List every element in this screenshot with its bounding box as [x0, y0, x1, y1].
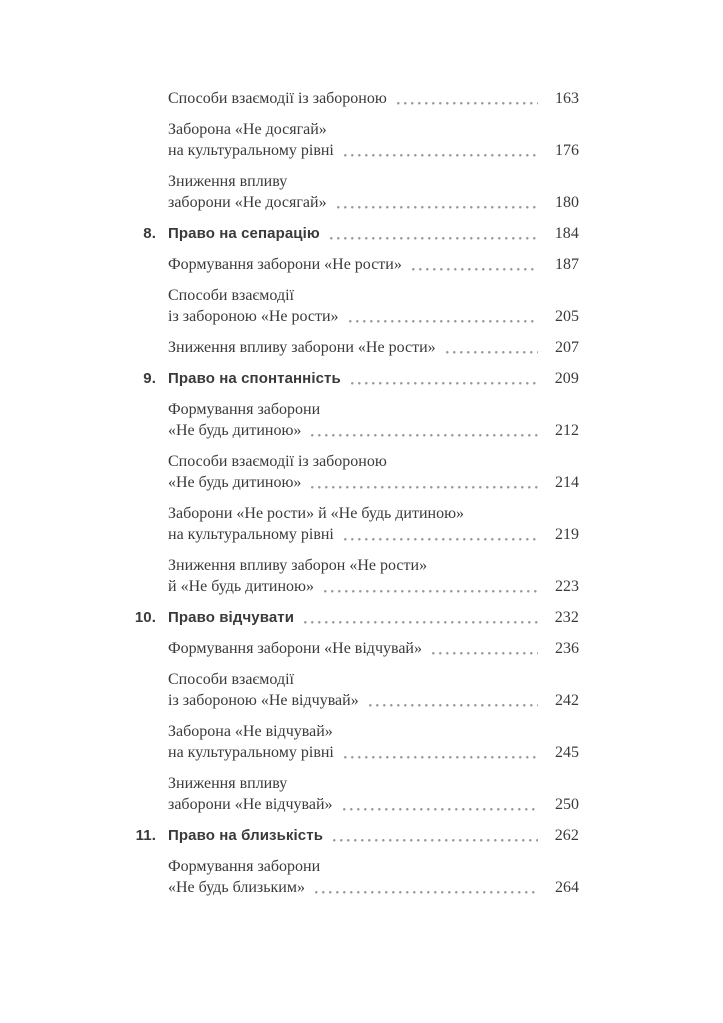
toc-entry-lines: [168, 856, 579, 898]
chapter-number: 8.: [143, 225, 156, 242]
dotted-leader: [334, 524, 547, 545]
page-number: 205: [555, 308, 579, 325]
page-number: 232: [554, 609, 579, 626]
dotted-leader: [333, 794, 547, 815]
toc-entry: [135, 825, 579, 846]
toc-entry-title: на культуральному рівні: [168, 142, 334, 159]
page-number: 187: [555, 256, 579, 273]
toc-entry-line: Заборони «Не рости» й «Не будь дитиною»: [168, 505, 465, 522]
toc-entry: [168, 285, 579, 327]
toc-entry-lines: [168, 171, 579, 213]
toc-entry: [168, 503, 579, 545]
toc-entry: [168, 555, 579, 597]
dotted-leader: [334, 742, 547, 763]
toc-entry: [168, 254, 579, 275]
page-number: 245: [555, 744, 579, 761]
toc-entry-title: із забороною «Не відчувай»: [168, 692, 359, 709]
page-number: 236: [555, 640, 579, 657]
toc-entry-line: Способи взаємодії: [168, 287, 294, 304]
toc-entry-title: «Не будь дитиною»: [168, 422, 302, 439]
toc-entry-lines: [168, 669, 579, 711]
toc-entry-title: «Не будь близьким»: [168, 879, 305, 896]
page-number: 207: [555, 339, 579, 356]
toc-entry-last-line: [168, 742, 579, 763]
toc-entry-last-line: [168, 192, 579, 213]
toc-entry-line: Способи взаємодії: [168, 671, 294, 688]
table-of-contents: [134, 88, 579, 908]
page-number: 209: [554, 370, 579, 387]
page-number: 176: [555, 142, 579, 159]
page-number: 223: [555, 578, 579, 595]
dotted-leader: [327, 192, 547, 213]
toc-entry-title: на культуральному рівні: [168, 744, 334, 761]
toc-entry-title: на культуральному рівні: [168, 526, 334, 543]
toc-entry-line: Заборона «Не досягай»: [168, 121, 327, 138]
toc-entry-lines: [168, 223, 579, 244]
dotted-leader: [402, 254, 547, 275]
toc-entry-lines: [168, 825, 579, 846]
toc-entry-lines: [168, 721, 579, 763]
toc-entry-line: Зниження впливу: [168, 775, 288, 792]
toc-entry-last-line: [168, 337, 579, 358]
toc-entry-lines: [168, 285, 579, 327]
toc-entry-title: Право на спонтанність: [168, 370, 341, 387]
toc-entry-lines: [168, 503, 579, 545]
toc-entry-lines: [168, 607, 579, 628]
chapter-number: 11.: [135, 827, 156, 844]
toc-entry-lines: [168, 254, 579, 275]
toc-entry: [168, 856, 579, 898]
toc-entry-last-line: [168, 638, 579, 659]
toc-entry: [168, 337, 579, 358]
dotted-leader: [305, 877, 547, 898]
toc-entry-title: із забороною «Не рости»: [168, 308, 339, 325]
toc-entry-title: Право на близькість: [168, 827, 324, 844]
toc-entry-lines: [168, 773, 579, 815]
dotted-leader: [339, 306, 547, 327]
toc-entry-last-line: [168, 88, 579, 109]
toc-entry-last-line: [168, 690, 579, 711]
toc-entry-lines: [168, 88, 579, 109]
toc-entry-last-line: [168, 140, 579, 161]
dotted-leader: [436, 337, 547, 358]
toc-entry-line: Заборона «Не відчувай»: [168, 723, 333, 740]
page-number: 242: [555, 692, 579, 709]
toc-entry-title: Формування заборони «Не відчувай»: [168, 640, 422, 657]
dotted-leader: [320, 223, 547, 244]
toc-entry: [168, 451, 579, 493]
toc-entry-line: Формування заборони: [168, 401, 321, 418]
toc-entry: [168, 171, 579, 213]
toc-entry: [168, 399, 579, 441]
toc-entry-title: й «Не будь дитиною»: [168, 578, 314, 595]
toc-entry-last-line: [168, 368, 579, 389]
page-number: 180: [555, 194, 579, 211]
page-number: 264: [555, 879, 579, 896]
toc-entry-line: Зниження впливу заборон «Не рости»: [168, 557, 428, 574]
toc-entry-lines: [168, 451, 579, 493]
dotted-leader: [301, 472, 547, 493]
page-number: 219: [555, 526, 579, 543]
toc-entry-title: заборони «Не відчувай»: [168, 796, 333, 813]
toc-entry-last-line: [168, 420, 579, 441]
toc-entry-line: Способи взаємодії із забороною: [168, 453, 387, 470]
toc-entry-last-line: [168, 524, 579, 545]
toc-entry-last-line: [168, 607, 579, 628]
toc-entry-last-line: [168, 576, 579, 597]
toc-entry-title: Формування заборони «Не рости»: [168, 256, 402, 273]
chapter-number: 10.: [134, 609, 156, 626]
toc-entry-title: Зниження впливу заборони «Не рости»: [168, 339, 436, 356]
toc-entry-lines: [168, 399, 579, 441]
page-number: 212: [555, 422, 579, 439]
toc-entry-last-line: [168, 254, 579, 275]
toc-entry-title: заборони «Не досягай»: [168, 194, 327, 211]
toc-entry: [168, 721, 579, 763]
toc-entry: [168, 638, 579, 659]
dotted-leader: [334, 140, 547, 161]
dotted-leader: [341, 368, 547, 389]
toc-entry: [143, 368, 579, 389]
dotted-leader: [422, 638, 547, 659]
toc-entry: [143, 223, 579, 244]
toc-entry: [134, 607, 579, 628]
toc-entry-line: Зниження впливу: [168, 173, 288, 190]
page-number: 163: [555, 90, 579, 107]
dotted-leader: [301, 420, 547, 441]
dotted-leader: [314, 576, 547, 597]
toc-entry-last-line: [168, 306, 579, 327]
toc-entry-title: Право відчувати: [168, 609, 295, 626]
chapter-number: 9.: [143, 370, 156, 387]
toc-entry-title: «Не будь дитиною»: [168, 474, 302, 491]
toc-entry-last-line: [168, 472, 579, 493]
dotted-leader: [387, 88, 547, 109]
toc-entry-lines: [168, 555, 579, 597]
toc-entry-line: Формування заборони: [168, 858, 321, 875]
toc-entry-lines: [168, 368, 579, 389]
toc-entry-lines: [168, 337, 579, 358]
dotted-leader: [359, 690, 547, 711]
toc-entry-title: Право на сепарацію: [168, 225, 320, 242]
toc-entry: [168, 119, 579, 161]
page-number: 250: [555, 796, 579, 813]
page-number: 184: [554, 225, 579, 242]
toc-entry-last-line: [168, 223, 579, 244]
toc-entry: [168, 88, 579, 109]
toc-entry: [168, 669, 579, 711]
dotted-leader: [294, 607, 547, 628]
toc-entry-last-line: [168, 825, 579, 846]
page-number: 262: [554, 827, 579, 844]
toc-entry-lines: [168, 119, 579, 161]
toc-entry-last-line: [168, 877, 579, 898]
page-number: 214: [555, 474, 579, 491]
toc-entry-title: Способи взаємодії із забороною: [168, 90, 387, 107]
toc-entry-lines: [168, 638, 579, 659]
dotted-leader: [323, 825, 547, 846]
toc-entry: [168, 773, 579, 815]
toc-entry-last-line: [168, 794, 579, 815]
